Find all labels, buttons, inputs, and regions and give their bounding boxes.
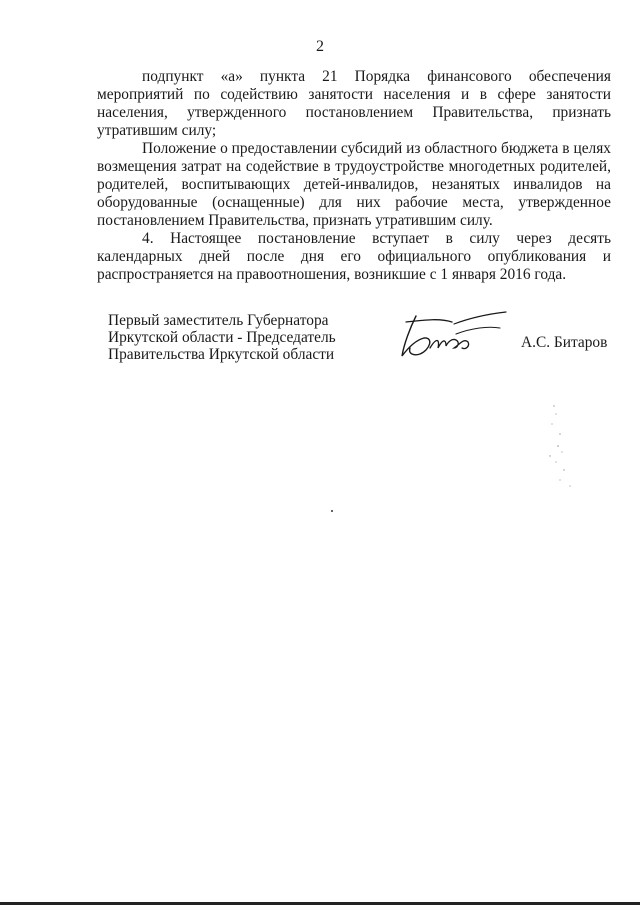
signer-name: А.С. Битаров [521,334,608,351]
speck [331,510,333,512]
signatory-position-line: Правительства Иркутской области [108,346,335,363]
paragraph-entry-into-force: 4. Настоящее постановление вступает в силу через десять календарных дней после дня его официального опубликования и распространяется на правоотношения, возникшие с 1 января 2016 года. [97,230,611,283]
signatory-position [108,312,336,363]
paragraph-subitem-a: подпункт «а» пункта 21 Порядка финансового обеспечения мероприятий по содействию занятости населения и в сфере занятости населения, утвержденного постановлением Правительства, признать утратившим силу; [97,68,611,139]
handwritten-signature [394,304,510,364]
paragraph-subsidy-regulation: Положение о предоставлении субсидий из областного бюджета в целях возмещения затрат на содействие в трудоустройстве многодетных родителей, родителей, воспитывающих детей-инвалидов, незанятых инвалидов на оборудованные (оснащенные) для них рабочие места, утвержденное постановлением Правительства, признать утратившим силу. [97,140,611,229]
document-body [97,68,611,284]
page-number: 2 [316,38,324,55]
faint-stamp-mark [540,400,580,500]
signatory-position-line: Первый заместитель Губернатора [108,312,329,329]
signatory-position-line: Иркутской области - Председатель [108,329,336,346]
